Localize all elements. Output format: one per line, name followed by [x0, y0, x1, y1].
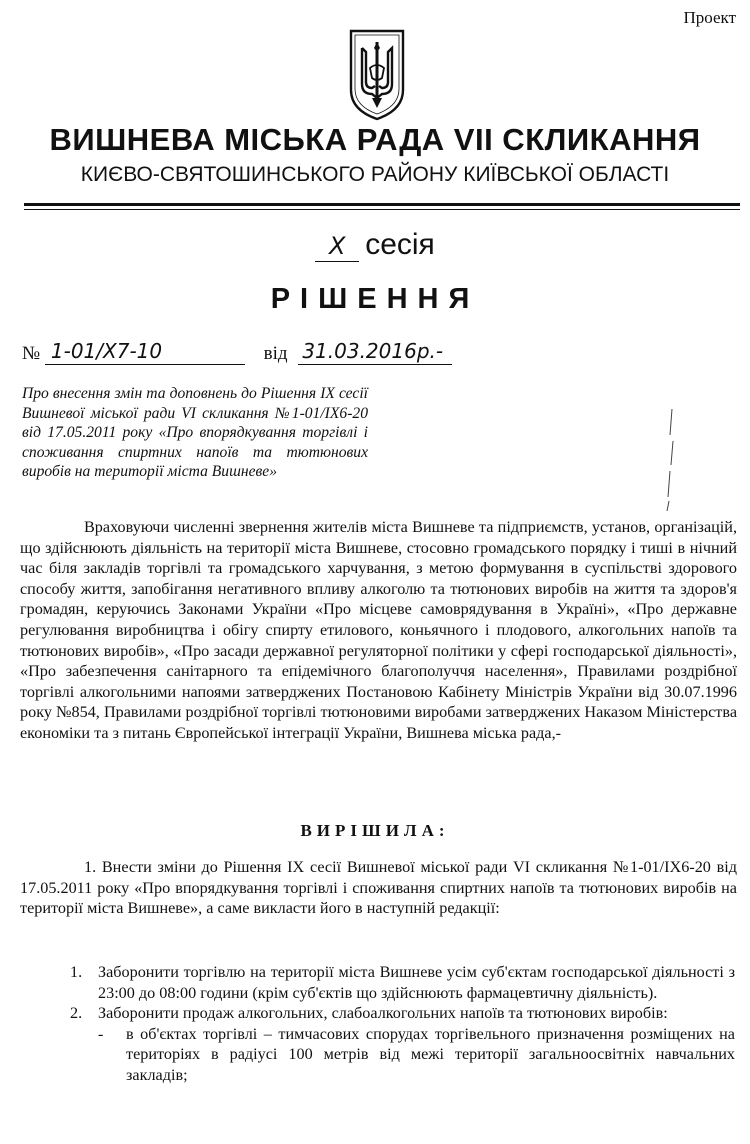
list-item [70, 1003, 735, 1085]
preamble-paragraph: Враховуючи численні звернення жителів міста Вишневе та підприємств, установ, організацій, що здійснюють діяльність на території міста Вишневе, стосовно громадського порядку і тиші в нічний час біля закладів торгівлі та громадського харчування, з метою формування в суспільстві здорового способу життя, запобігання негативного впливу алкоголю та тютюнових виробів на життя та здоров'я громадян, керуючись Законами України «Про місцеве самоврядування в Україні», «Про державне регулювання виробництва і обігу спирту етилового, коньячного і плодового, алкогольних напоїв та тютюнових виробів», «Про засади державної регуляторної політики у сфері господарської діяльності», «Про забезпечення санітарного та епідемічного благополуччя населення», Правилами роздрібної торгівлі алкогольними напоями затверджених Постановою Кабінету Міністрів України від 30.07.1996 року №854, Правилами роздрібної торгівлі тютюновими виробами затверджених Наказом Міністерства економіки та з питань Європейської інтеграції України, Вишнева міська рада,- [20, 518, 737, 742]
margin-mark-icon [648, 405, 688, 515]
list-item-text: Заборонити продаж алкогольних, слабоалкогольних напоїв та тютюнових виробів: [98, 1004, 668, 1023]
decision-subject: Про внесення змін та доповнень до Рішення IX сесії Вишневої міської ради VI скликання №1-01/IX6-20 від 17.05.2011 року «Про впорядкування торгівлі і споживання спиртних напоїв та тютюнових виробів на території міста Вишневе» [22, 385, 368, 481]
session-label: сесія [365, 228, 435, 261]
list-item [70, 962, 735, 1003]
decision-title: РІШЕННЯ [270, 283, 480, 315]
sub-list-item-marker: - [98, 1024, 104, 1043]
decision-date: 31.03.2016р.- [298, 338, 452, 365]
sub-list-item [98, 1024, 735, 1086]
from-label: від [263, 343, 288, 364]
coat-of-arms-icon [348, 28, 406, 122]
session-number: X [315, 231, 359, 262]
header-rule-thin [24, 209, 740, 210]
list-item-text: Заборонити торгівлю на території міста Вишневе усім суб'єктам господарської діяльності з 23:00 до 08:00 години (крім суб'єктів що здійснюють фармацевтичну діяльність). [98, 963, 735, 1002]
decision-number-line [22, 338, 452, 365]
number-sign: № [22, 343, 41, 364]
draft-mark: Проект [683, 8, 736, 27]
resolution-list [70, 962, 735, 1086]
list-item-marker: 2. [70, 1004, 83, 1023]
session-line [0, 228, 750, 262]
sub-list [98, 1024, 735, 1086]
resolution-point-1: 1. Внести зміни до Рішення IX сесії Вишневої міської ради VI скликання №1-01/IX6-20 від 17.05.2011 року «Про впорядкування торгівлі і споживання спиртних напоїв та тютюнових виробів на території міста Вишневе», а саме викласти його в наступній редакції: [20, 858, 737, 918]
council-district: КИЄВО-СВЯТОШИНСЬКОГО РАЙОНУ КИЇВСЬКОЇ ОБЛАСТІ [80, 163, 670, 186]
decision-number: 1-01/X7-10 [45, 338, 245, 365]
header-rule-thick [24, 203, 740, 206]
list-item-marker: 1. [70, 963, 83, 981]
council-name: ВИШНЕВА МІСЬКА РАДА VII СКЛИКАННЯ [49, 122, 701, 157]
resolved-heading: ВИРІШИЛА: [300, 821, 450, 840]
sub-list-item-text: в об'єктах торгівлі – тимчасових спорудах торгівельного призначення розміщених на територіях в радіусі 100 метрів від межі території загальноосвітніх навчальних закладів; [126, 1024, 735, 1084]
